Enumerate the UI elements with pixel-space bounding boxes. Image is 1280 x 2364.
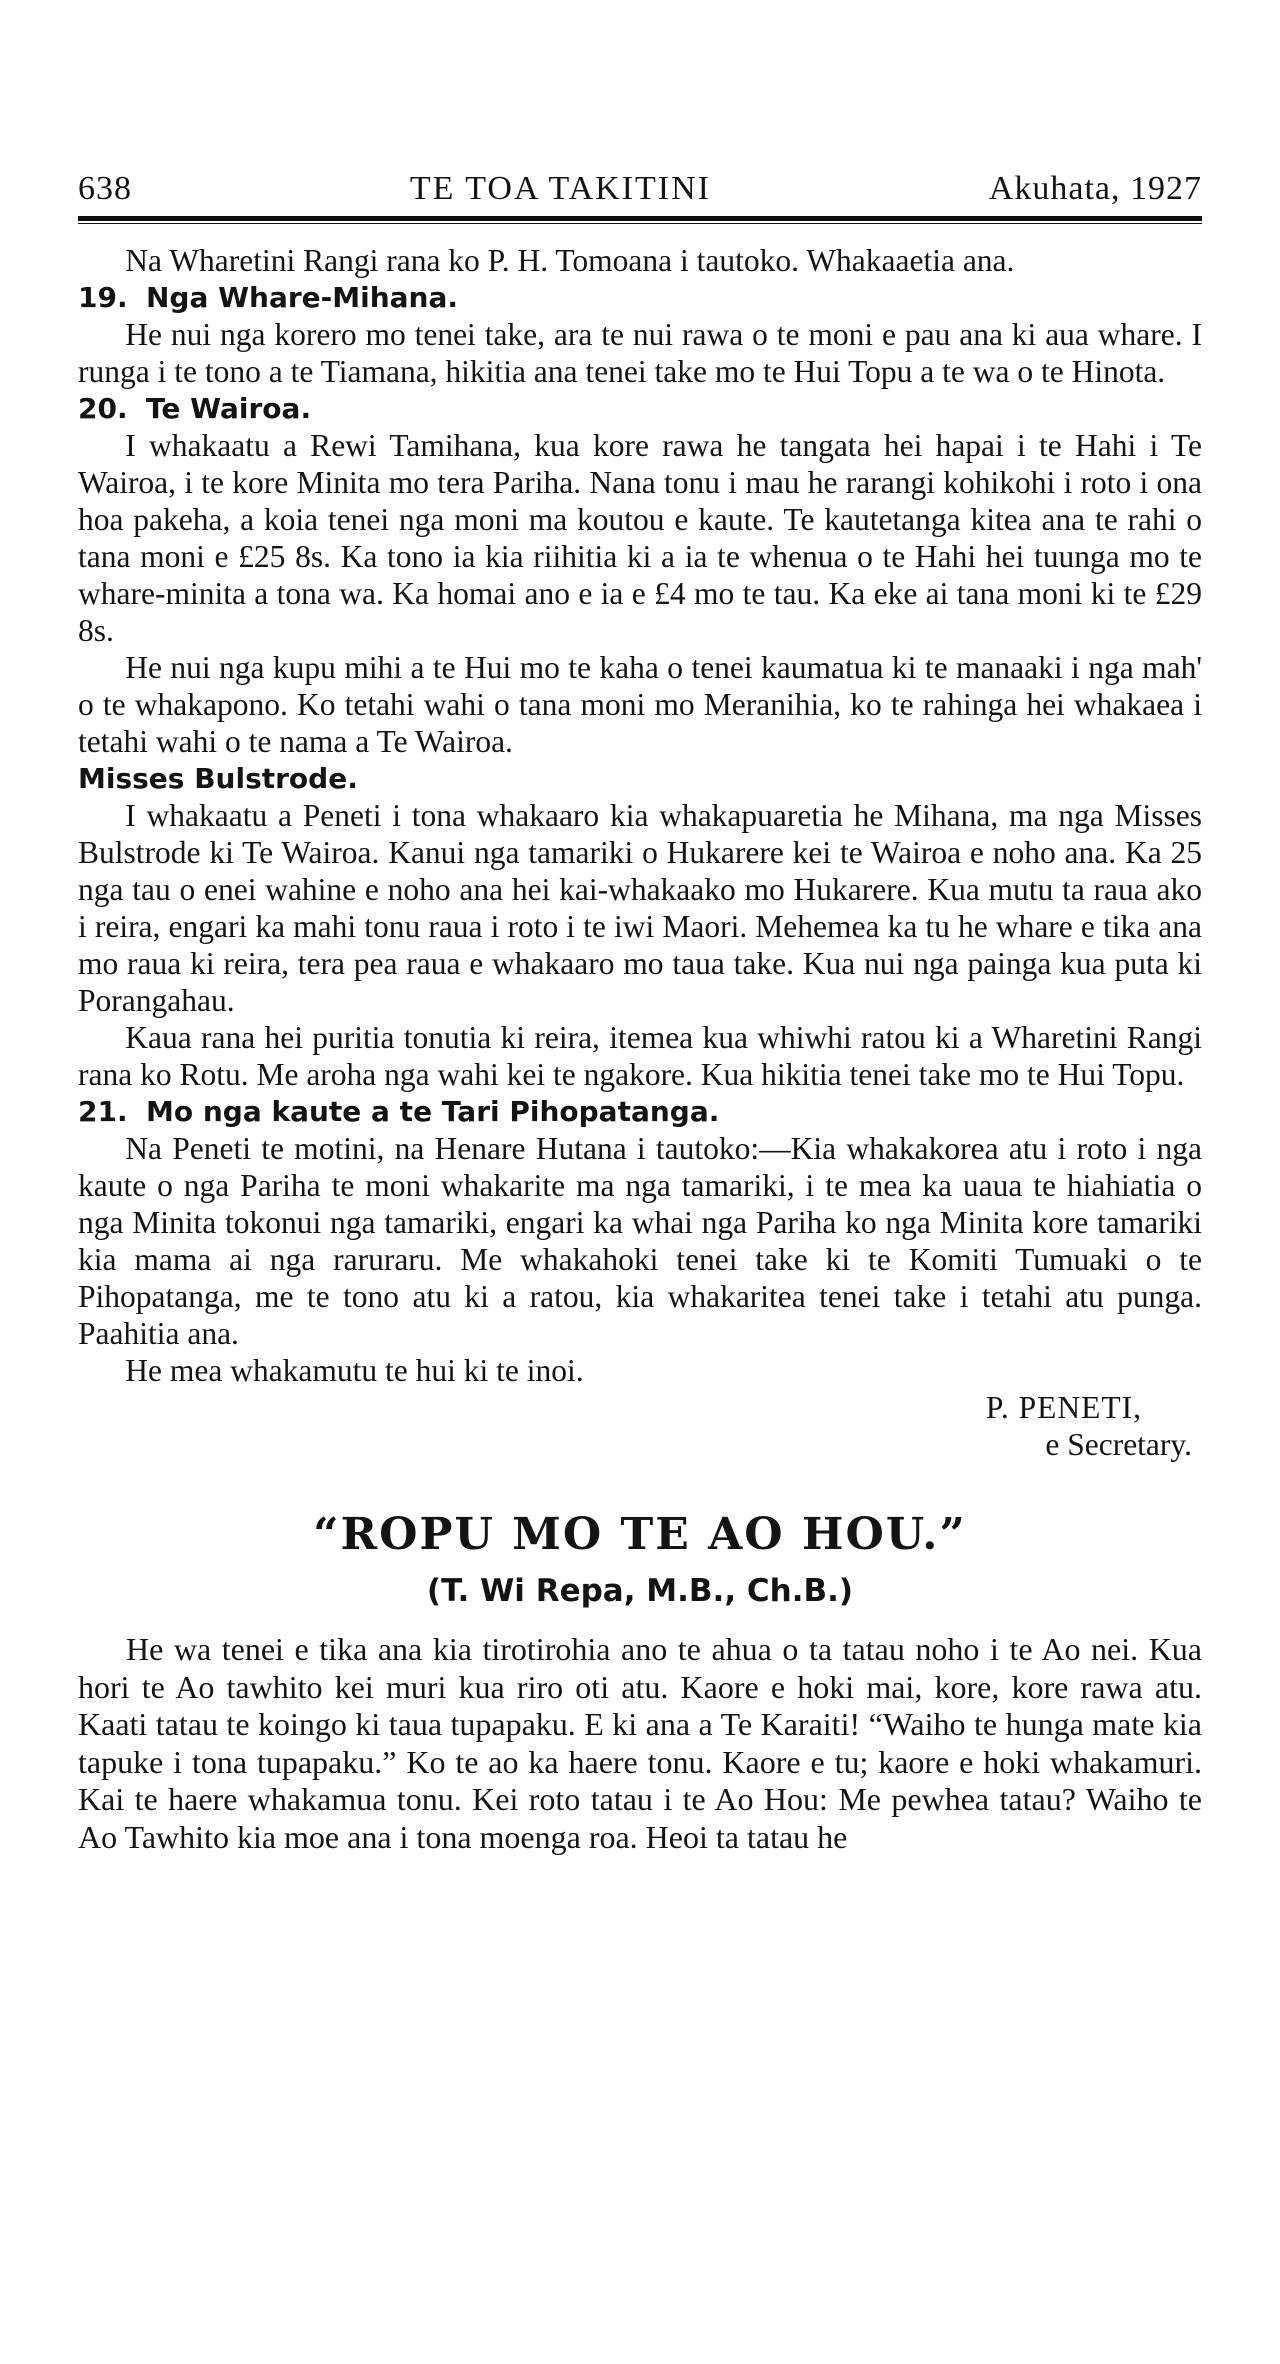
- item-heading-19: [78, 279, 1202, 316]
- item-paragraph: I whakaatu a Rewi Tamihana, kua kore rawa he tangata hei hapai i te Hahi i Te Wairoa, i te kore Minita mo tera Pariha. Nana tonu i mau he rarangi kohikohi i roto i ona hoa pakeha, a koia tenei nga moni ma koutou e kaute. Te kautetanga kitea ana te rahi o tana moni e £25 8s. Ka tono ia kia riihitia ki a ia te whenua o te Hahi hei tuunga mo te whare-minita a tona wa. Ka homai ano e ia e £4 mo te tau. Ka eke ai tana moni ki te £29 8s.: [78, 428, 1202, 648]
- minutes-section: [78, 242, 1202, 1463]
- signature-role: e Secretary.: [1045, 1427, 1192, 1462]
- item-paragraph: I whakaatu a Peneti i tona whakaaro kia whakapuaretia he Mihana, ma nga Misses Bulstrode ki Te Wairoa. Kanui nga tamariki o Hukarere kei te Wairoa e noho ana. Ka 25 nga tau o enei wahine e noho ana hei kai-whakaako mo Hukarere. Kua mutu ta raua ako i reira, engari ka mahi tonu raua i roto i te iwi Maori. Mehemea ka tu he whare e tika ana mo raua ki reira, tera pea raua e whakaaro mo taua take. Kua nui nga painga kua puta ki Porangahau.: [78, 798, 1202, 1018]
- item-number: 19.: [78, 281, 128, 314]
- article-byline: (T. Wi Repa, M.B., Ch.B.): [426, 1573, 854, 1609]
- page-number: 638: [78, 170, 132, 207]
- item-title: Nga Whare-Mihana.: [146, 281, 459, 314]
- issue-date: Akuhata, 1927: [988, 170, 1202, 207]
- publication-title: TE TOA TAKITINI: [409, 170, 711, 207]
- item-title: Mo nga kaute a te Tari Pihopatanga.: [146, 1095, 720, 1128]
- item-heading-20: [78, 390, 1202, 427]
- header-rule-thick: [78, 216, 1202, 221]
- article-paragraph: He wa tenei e tika ana kia tirotirohia ano te ahua o ta tatau noho i te Ao nei. Kua hori te Ao tawhito kei muri kua riro oti atu. Kaore e hoki mai, kore, kore rawa atu. Kaati tatau te koingo ki taua tupapaku. E ki ana a Te Karaiti! “Waiho te hunga mate kia tapuke i tona tupapaku.” Ko te ao ka haere tonu. Kaore e tu; kaore e hoki whakamuri. Kai te haere whakamua tonu. Kei roto tatau i te Ao Hou: Me pewhea tatau? Waiho te Ao Tawhito kia moe ana i tona moenga roa. Heoi ta tatau he: [78, 1631, 1202, 1855]
- item-paragraph: He mea whakamutu te hui ki te inoi.: [125, 1353, 584, 1388]
- running-head: [78, 170, 1202, 214]
- item-paragraph: Na Peneti te motini, na Henare Hutana i tautoko:—Kia whakakorea atu i roto i nga kaute o nga Pariha te moni whakarite ma nga tamariki, i te mea ka uaua te hiahiatia o nga Minita tokonui nga tamariki, engari ka whai nga Pariha ko nga Minita kore tamariki kia mama ai nga raruraru. Me whakahoki tenei take ki te Komiti Tumuaki o te Pihopatanga, me te tono atu ki a ratou, kia whakaritea tenei take i tetahi atu punga. Paahitia ana.: [78, 1131, 1202, 1351]
- article-section: [78, 1507, 1202, 1856]
- item-paragraph: He nui nga kupu mihi a te Hui mo te kaha o tenei kaumatua ki te manaaki i nga mah' o te whakapono. Ko tetahi wahi o tana moni mo Meranihia, ko te rahinga hei whakaea i tetahi wahi o te nama a Te Wairoa.: [78, 650, 1202, 759]
- item-paragraph: Kaua rana hei puritia tonutia ki reira, itemea kua whiwhi ratou ki a Wharetini Rangi rana ko Rotu. Me aroha nga wahi kei te ngakore. Kua hikitia tenei take mo te Hui Topu.: [78, 1020, 1202, 1092]
- item-title: Misses Bulstrode.: [78, 762, 358, 795]
- article-title: “ROPU MO TE AO HOU.”: [313, 1509, 967, 1560]
- minutes-intro: Na Wharetini Rangi rana ko P. H. Tomoana i tautoko. Whakaaetia ana.: [125, 243, 1015, 278]
- item-number: 20.: [78, 392, 128, 425]
- item-number: 21.: [78, 1095, 128, 1128]
- item-paragraph: He nui nga korero mo tenei take, ara te nui rawa o te moni e pau ana ki aua whare. I runga i te tono a te Tiamana, hikitia ana tenei take mo te Hui Topu a te wa o te Hinota.: [78, 317, 1202, 389]
- signature-name: P. PENETI,: [985, 1390, 1142, 1425]
- header-rule-thin: [78, 223, 1202, 224]
- item-title: Te Wairoa.: [146, 392, 312, 425]
- item-heading-bulstrode: [78, 760, 1202, 797]
- item-heading-21: [78, 1093, 1202, 1130]
